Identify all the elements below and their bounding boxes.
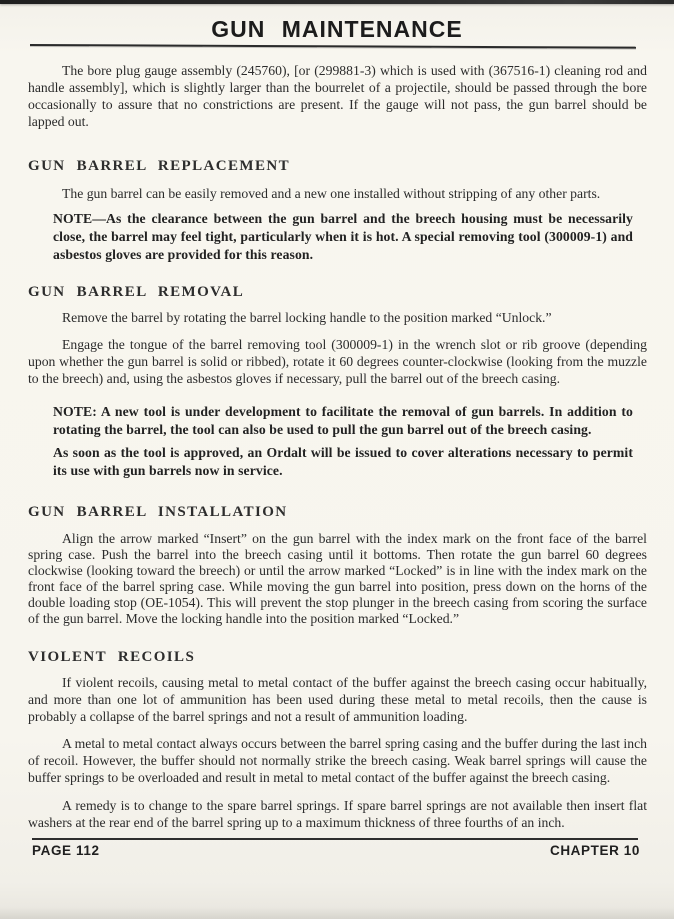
footer-chapter-label: CHAPTER 10 [549, 843, 640, 859]
note-ordalt: As soon as the tool is approved, an Ordalt will be issued to cover alterations necessary to permit its use with gun barrels now in service. [53, 445, 633, 478]
footer [32, 843, 640, 858]
paragraph-recoils-cause: If violent recoils, causing metal to metal contact of the buffer against the breech casing occur habitually, and more than one lot of ammunition has been used during these metal to metal recoils, then the cause is probably a collapse of the barrel springs and not a result of ammunition loading. [28, 675, 647, 725]
paragraph-recoils-contact: A metal to metal contact always occurs between the barrel spring casing and the buffer during the last inch of recoil. However, the buffer should not normally strike the breech casing. Weak barrel springs will cause the buffer springs to be overloaded and result in metal to metal contact of the buffer against the breech casing. [28, 736, 647, 786]
page-title: GUN MAINTENANCE [211, 16, 463, 42]
paragraph-replacement-intro: The gun barrel can be easily removed and a new one installed without stripping of any other parts. [62, 186, 601, 201]
intro-paragraph: The bore plug gauge assembly (245760), [or (299881-3) which is used with (367516-1) cleaning rod and handle assembly], which is slightly larger than the bourrelet of a projectile, should be passed through the bore occasionally to assure that no constrictions are present. If the gauge will not pass, the gun barrel should be lapped out. [28, 63, 647, 129]
paragraph-removal-engage: Engage the tongue of the barrel removing tool (300009-1) in the wrench slot or rib groove (depending upon whether the gun barrel is solid or ribbed), rotate it 60 degrees counter-clockwise (looking from the muzzle to the breech) and, using the asbestos gloves if necessary, pull the barrel out of the breech casing. [28, 337, 647, 386]
heading-gun-barrel-replacement: GUN BARREL REPLACEMENT [28, 158, 290, 174]
paragraph-recoils-remedy: A remedy is to change to the spare barrel springs. If spare barrel springs are not available then insert flat washers at the rear end of the barrel spring up to a maximum thickness of three fourths of an inch. [28, 798, 647, 831]
scan-edge-bottom [0, 907, 674, 919]
note-new-tool: NOTE: A new tool is under development to facilitate the removal of gun barrels. In addition to rotating the barrel, the tool can also be used to pull the gun barrel out of the breech casing. [53, 404, 633, 437]
heading-gun-barrel-installation: GUN BARREL INSTALLATION [28, 504, 288, 520]
heading-violent-recoils: VIOLENT RECOILS [28, 649, 196, 666]
heading-gun-barrel-removal: GUN BARREL REMOVAL [28, 284, 245, 300]
title-rule [30, 44, 636, 49]
footer-page-label: PAGE 112 [32, 843, 100, 859]
scan-edge-top [0, 0, 674, 4]
paragraph-removal-unlock: Remove the barrel by rotating the barrel locking handle to the position marked “Unlock.” [62, 310, 552, 325]
footer-rule [32, 838, 638, 840]
note-removing-tool: NOTE—As the clearance between the gun barrel and the breech housing must be necessarily close, the barrel may feel tight, particularly when it is hot. A special removing tool (300009-1) and asbestos gloves are provided for this reason. [53, 211, 633, 262]
paragraph-installation: Align the arrow marked “Insert” on the gun barrel with the index mark on the front face of the barrel spring case. Push the barrel into the breech casing until it bottoms. Then rotate the gun barrel 60 degrees clockwise (looking toward the breech) or until the arrow marked “Locked” is in line with the index mark on the front face of the barrel spring case. While moving the gun barrel into position, press down on the horns of the double loading stop (OE-1054). This will prevent the stop plunger in the breech casing from scoring the surface of the gun barrel. Move the locking handle into the position marked “Locked.” [28, 531, 647, 626]
